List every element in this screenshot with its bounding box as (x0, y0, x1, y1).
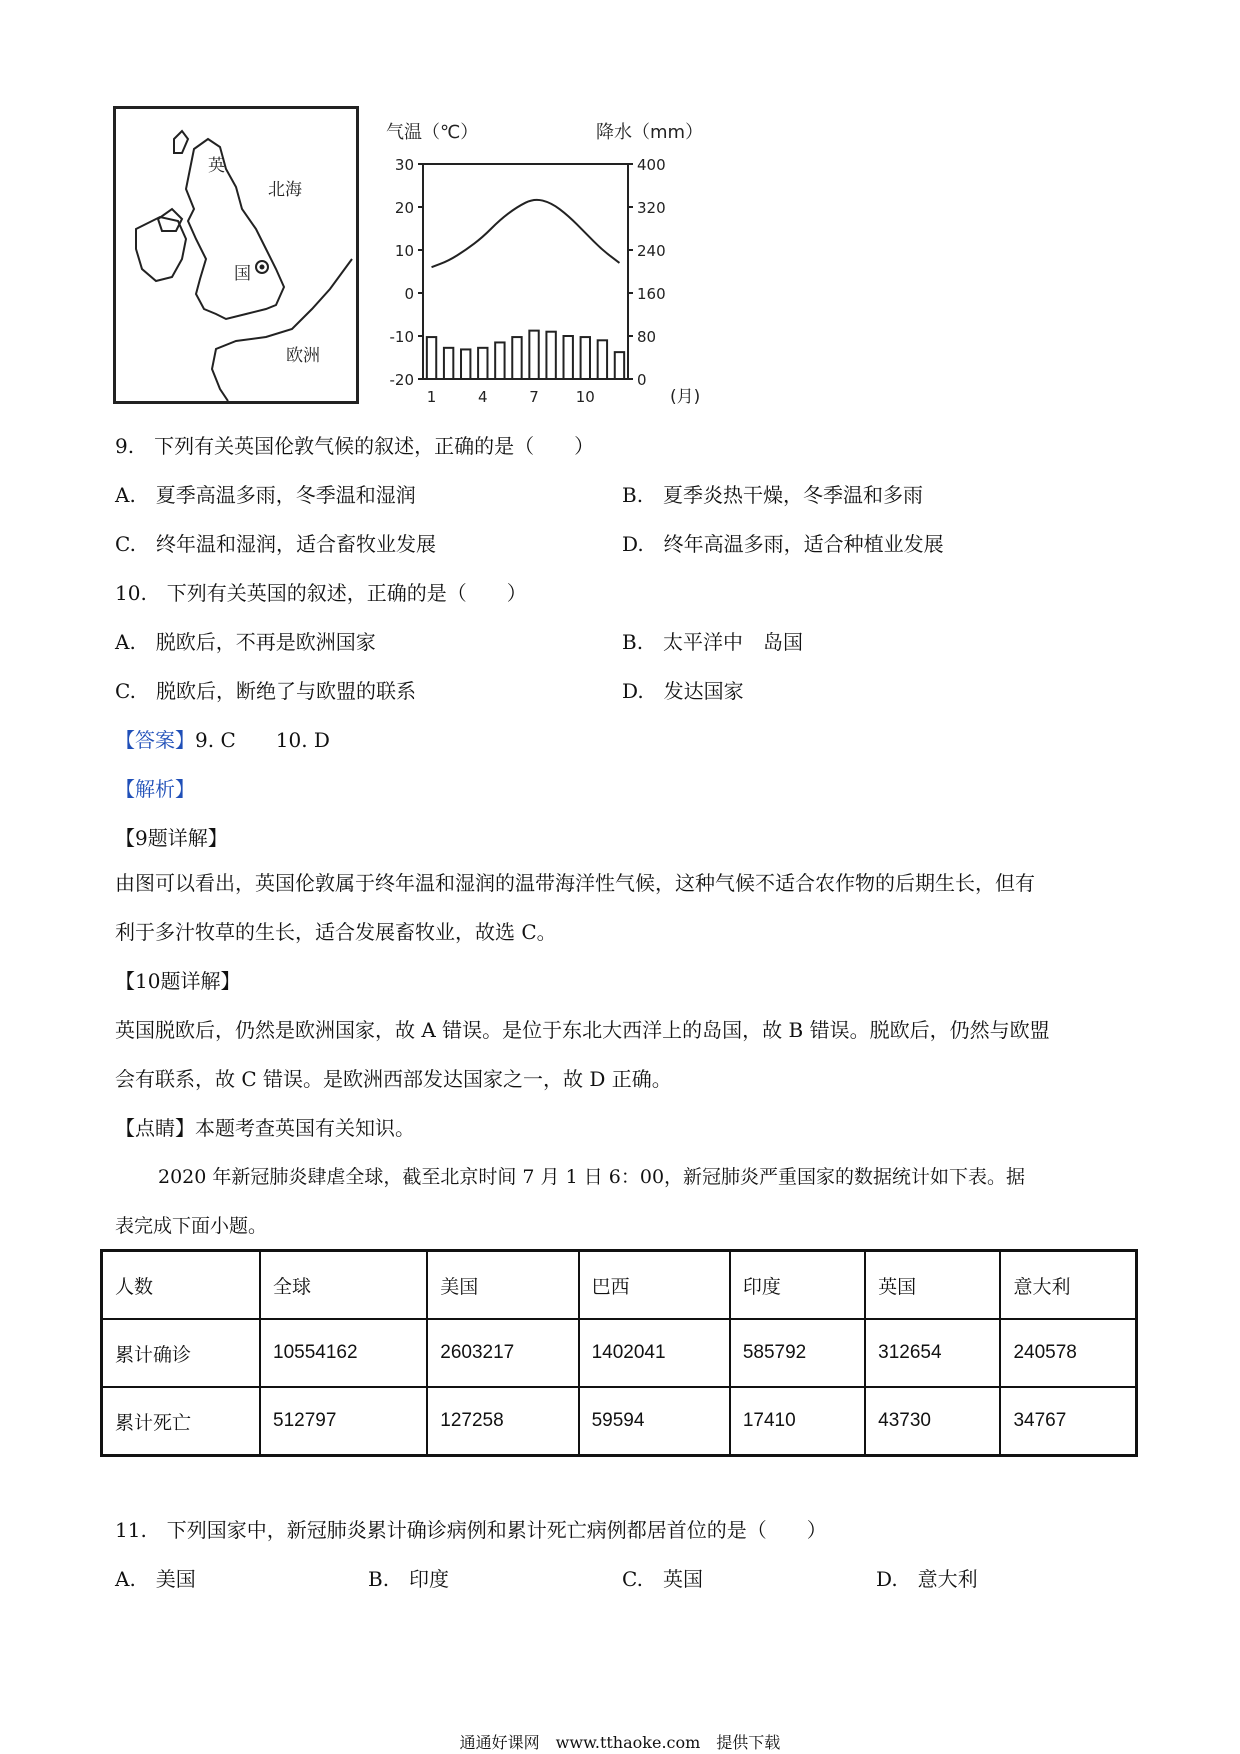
great-britain-outline (186, 139, 284, 319)
uk-map-figure (113, 106, 359, 404)
table-cell: 累计死亡 (102, 1387, 261, 1456)
month-unit: (月) (670, 387, 701, 407)
month-tick-label: 7 (529, 388, 539, 406)
analysis-label: 【解析】 (115, 777, 195, 801)
precipitation-bar (512, 337, 521, 379)
table-header-cell: 巴西 (579, 1251, 730, 1320)
q10-detail-heading: 【10题详解】 (115, 969, 241, 993)
table-cell: 2603217 (427, 1319, 578, 1387)
precipitation-bar (461, 349, 470, 379)
table-row (102, 1319, 1137, 1387)
precipitation-bar (529, 331, 538, 379)
answer-line (115, 726, 330, 754)
point-note: 【点睛】本题考查英国有关知识。 (115, 1116, 415, 1140)
q11-option-a: A. 美国 (115, 1567, 196, 1591)
map-label-ying: 英 (208, 156, 225, 176)
left-tick-label: -10 (389, 328, 414, 346)
table-cell: 127258 (427, 1387, 578, 1456)
table-header-cell: 人数 (102, 1251, 261, 1320)
intro-line-2: 表完成下面小题。 (115, 1215, 268, 1237)
q9-stem: 9. 下列有关英国伦敦气候的叙述，正确的是（ ） (115, 434, 595, 458)
precipitation-bar (427, 337, 436, 379)
table-cell: 312654 (865, 1319, 1000, 1387)
q9-option-b: B. 夏季炎热干燥，冬季温和多雨 (622, 483, 924, 507)
right-tick-label: 240 (637, 242, 666, 260)
table-row (102, 1387, 1137, 1456)
map-label-europe: 欧洲 (286, 346, 320, 366)
precipitation-bar (615, 352, 624, 379)
table-cell: 585792 (730, 1319, 865, 1387)
month-axis-ticks (427, 388, 595, 406)
left-tick-label: 30 (394, 156, 414, 174)
q9-detail-line-1: 由图可以看出，英国伦敦属于终年温和湿润的温带海洋性气候，这种气候不适合农作物的后期生长，但有 (115, 871, 1035, 895)
precipitation-bar (598, 340, 607, 379)
q10-option-d: D. 发达国家 (622, 679, 744, 703)
right-tick-label: 320 (637, 199, 666, 217)
q11-option-d: D. 意大利 (876, 1567, 978, 1591)
q11-option-b: B. 印度 (368, 1567, 450, 1591)
right-tick-label: 400 (637, 156, 666, 174)
left-tick-label: 10 (394, 242, 414, 260)
left-axis-title: 气温（℃） (386, 122, 479, 143)
right-axis-ticks (628, 156, 666, 389)
table-header-cell: 意大利 (1000, 1251, 1136, 1320)
table-cell: 512797 (260, 1387, 427, 1456)
precipitation-bar (495, 342, 504, 379)
temperature-line (432, 200, 620, 267)
table-cell: 1402041 (579, 1319, 730, 1387)
q9-option-d: D. 终年高温多雨，适合种植业发展 (622, 532, 944, 556)
q10-option-b: B. 太平洋中 岛国 (622, 630, 804, 654)
island-outline (174, 131, 188, 153)
table-cell: 累计确诊 (102, 1319, 261, 1387)
map-label-north-sea: 北海 (268, 180, 302, 200)
answer-label: 【答案】 (115, 728, 195, 752)
intro-line-1: 2020 年新冠肺炎肆虐全球，截至北京时间 7 月 1 日 6：00，新冠肺炎严重国家的数据统计如下表。据 (158, 1166, 1026, 1188)
table-cell: 240578 (1000, 1319, 1136, 1387)
q9-option-a: A. 夏季高温多雨，冬季温和湿润 (115, 483, 416, 507)
map-label-guo: 国 (234, 264, 251, 284)
table-cell: 10554162 (260, 1319, 427, 1387)
table-cell: 43730 (865, 1387, 1000, 1456)
q10-detail-line-1: 英国脱欧后，仍然是欧洲国家，故 A 错误。是位于东北大西洋上的岛国，故 B 错误。脱欧后，仍然与欧盟 (115, 1018, 1050, 1042)
precipitation-bar (564, 336, 573, 379)
month-tick-label: 1 (426, 388, 437, 406)
page-footer: 通通好课网 www.tthaoke.com 提供下载 (459, 1733, 781, 1752)
precipitation-bar (581, 337, 590, 379)
right-tick-label: 0 (637, 371, 647, 389)
q10-option-c: C. 脱欧后，断绝了与欧盟的联系 (115, 679, 416, 703)
left-axis-ticks (390, 156, 424, 389)
table-header-cell: 英国 (865, 1251, 1000, 1320)
q10-stem: 10. 下列有关英国的叙述，正确的是（ ） (115, 581, 527, 605)
q10-detail-line-2: 会有联系，故 C 错误。是欧洲西部发达国家之一，故 D 正确。 (115, 1067, 672, 1091)
answer-text: 9. C 10. D (195, 728, 330, 752)
table-header-cell: 全球 (260, 1251, 427, 1320)
precipitation-bar (546, 332, 555, 379)
covid-data-table (100, 1249, 1138, 1457)
precipitation-bars (427, 331, 624, 379)
q9-detail-line-2: 利于多汁牧草的生长，适合发展畜牧业，故选 C。 (115, 920, 557, 944)
left-tick-label: 20 (394, 199, 414, 217)
right-tick-label: 80 (637, 328, 657, 346)
precipitation-bar (444, 348, 453, 379)
right-axis-title: 降水（mm） (596, 122, 704, 143)
uk-map-drawing (116, 109, 356, 401)
table-header-row (102, 1251, 1137, 1320)
left-tick-label: 0 (404, 285, 414, 303)
table-cell: 59594 (579, 1387, 730, 1456)
month-tick-label: 4 (478, 388, 488, 406)
q11-option-c: C. 英国 (622, 1567, 703, 1591)
table-cell: 17410 (730, 1387, 865, 1456)
q11-stem: 11. 下列国家中，新冠肺炎累计确诊病例和累计死亡病例都居首位的是（ ） (115, 1518, 827, 1542)
table-header-cell: 美国 (427, 1251, 578, 1320)
london-climate-chart (380, 118, 720, 414)
precipitation-bar (478, 348, 487, 379)
q9-option-c: C. 终年温和湿润，适合畜牧业发展 (115, 532, 436, 556)
q9-detail-heading: 【9题详解】 (115, 826, 228, 850)
table-header-cell: 印度 (730, 1251, 865, 1320)
q10-option-a: A. 脱欧后，不再是欧洲国家 (115, 630, 376, 654)
month-tick-label: 10 (575, 388, 595, 406)
table-cell: 34767 (1000, 1387, 1136, 1456)
left-tick-label: -20 (389, 371, 414, 389)
right-tick-label: 160 (637, 285, 666, 303)
